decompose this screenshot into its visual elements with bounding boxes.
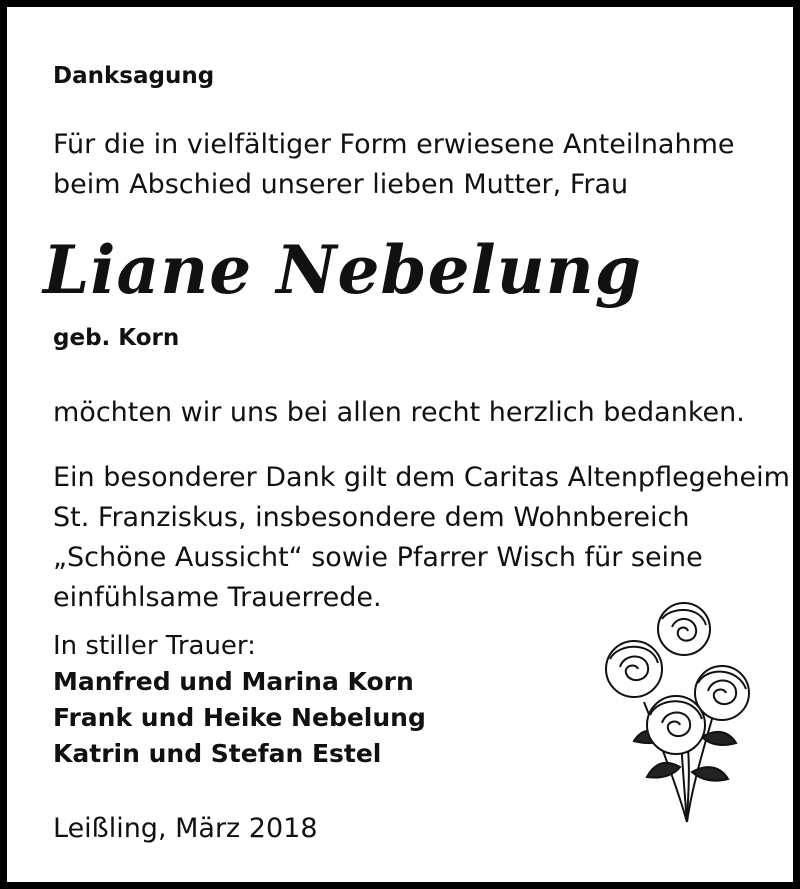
intro-text bbox=[53, 125, 735, 205]
special-line: St. Franziskus, insbesondere dem Wohnbereich bbox=[53, 502, 690, 533]
deceased-name: Liane Nebelung bbox=[43, 231, 642, 309]
thanks-line: möchten wir uns bei allen recht herzlich bedanken. bbox=[53, 397, 745, 428]
mourners-block bbox=[53, 628, 426, 772]
intro-line: beim Abschied unserer lieben Mutter, Frau bbox=[53, 169, 629, 200]
place-date: Leißling, März 2018 bbox=[53, 813, 318, 844]
mourner-name: Katrin und Stefan Estel bbox=[53, 739, 382, 768]
heading: Danksagung bbox=[53, 63, 215, 89]
mourner-name: Frank und Heike Nebelung bbox=[53, 703, 426, 732]
special-line: Ein besonderer Dank gilt dem Caritas Altenpflegeheim bbox=[53, 462, 790, 493]
mourner-name: Manfred und Marina Korn bbox=[53, 667, 414, 696]
special-line: einfühlsame Trauerrede. bbox=[53, 582, 382, 613]
roses-bouquet-icon bbox=[592, 597, 762, 837]
maiden-name: geb. Korn bbox=[53, 325, 180, 351]
mourning-label: In stiller Trauer: bbox=[53, 631, 256, 661]
special-line: „Schöne Aussicht“ sowie Pfarrer Wisch für seine bbox=[53, 542, 703, 573]
special-thanks bbox=[53, 458, 790, 618]
intro-line: Für die in vielfältiger Form erwiesene Anteilnahme bbox=[53, 129, 735, 160]
